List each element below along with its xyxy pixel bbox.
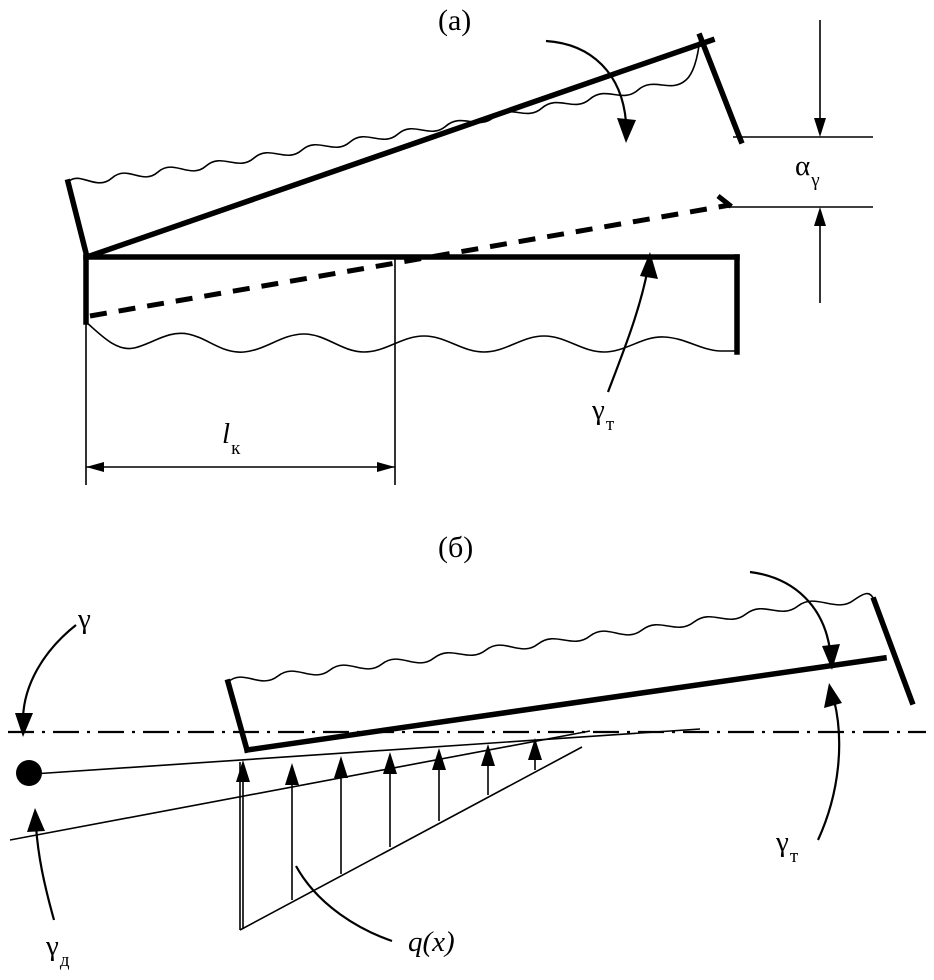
lower-member-wavy-edge: [86, 322, 737, 352]
tilted-beam-leader-head: [617, 118, 636, 143]
load-arrow-2-head: [285, 763, 299, 785]
tilted-beam-left-end: [68, 182, 87, 257]
panel-a-graphics: [68, 20, 873, 485]
load-arrow-6-head: [481, 744, 495, 766]
qx-label: q(x): [408, 926, 455, 958]
gamma-d-label: $\gamma_д$: [46, 930, 70, 971]
gamma-label: γ: [78, 603, 91, 635]
gamma-d-leader-curve: [36, 826, 54, 920]
gamma-d-line: [10, 731, 590, 840]
load-arrow-1-head: [236, 760, 250, 782]
gamma-leader-head: [15, 713, 33, 737]
beam-b-left-end: [228, 682, 247, 750]
panel-b-title: (б): [438, 531, 474, 564]
beam-b-wavy-edge: [228, 594, 874, 682]
tilted-beam-wavy-edge: [68, 38, 700, 183]
gamma-t-a-leader-curve: [608, 268, 648, 392]
gamma-d-leader-head: [27, 808, 45, 832]
lk-arrow-left: [86, 462, 104, 472]
qx-leader-curve: [296, 866, 392, 941]
gamma-leader-curve: [23, 625, 76, 718]
load-arrow-7-head: [528, 738, 542, 760]
load-arrow-3-head: [334, 756, 348, 778]
load-arrow-4-head: [383, 752, 397, 774]
alpha-arrow-lower-head: [814, 207, 826, 226]
beam-b-right-end: [874, 600, 912, 702]
gamma-t-b-leader-head: [824, 683, 842, 708]
tilted-beam-right-end: [700, 36, 741, 141]
panel-a-title: (а): [438, 4, 472, 37]
gamma-t-b-leader-curve: [818, 700, 839, 840]
lk-label: $l_к$: [222, 418, 241, 459]
lk-arrow-right: [377, 462, 395, 472]
gamma-t-a-label: $\gamma_т$: [592, 394, 615, 435]
alpha-gamma-label: $\alpha_\gamma$: [795, 150, 820, 191]
alpha-arrow-upper-head: [814, 118, 826, 137]
gamma-t-b-label: $\gamma_т$: [776, 826, 799, 867]
panel-b-graphics: [8, 572, 926, 941]
